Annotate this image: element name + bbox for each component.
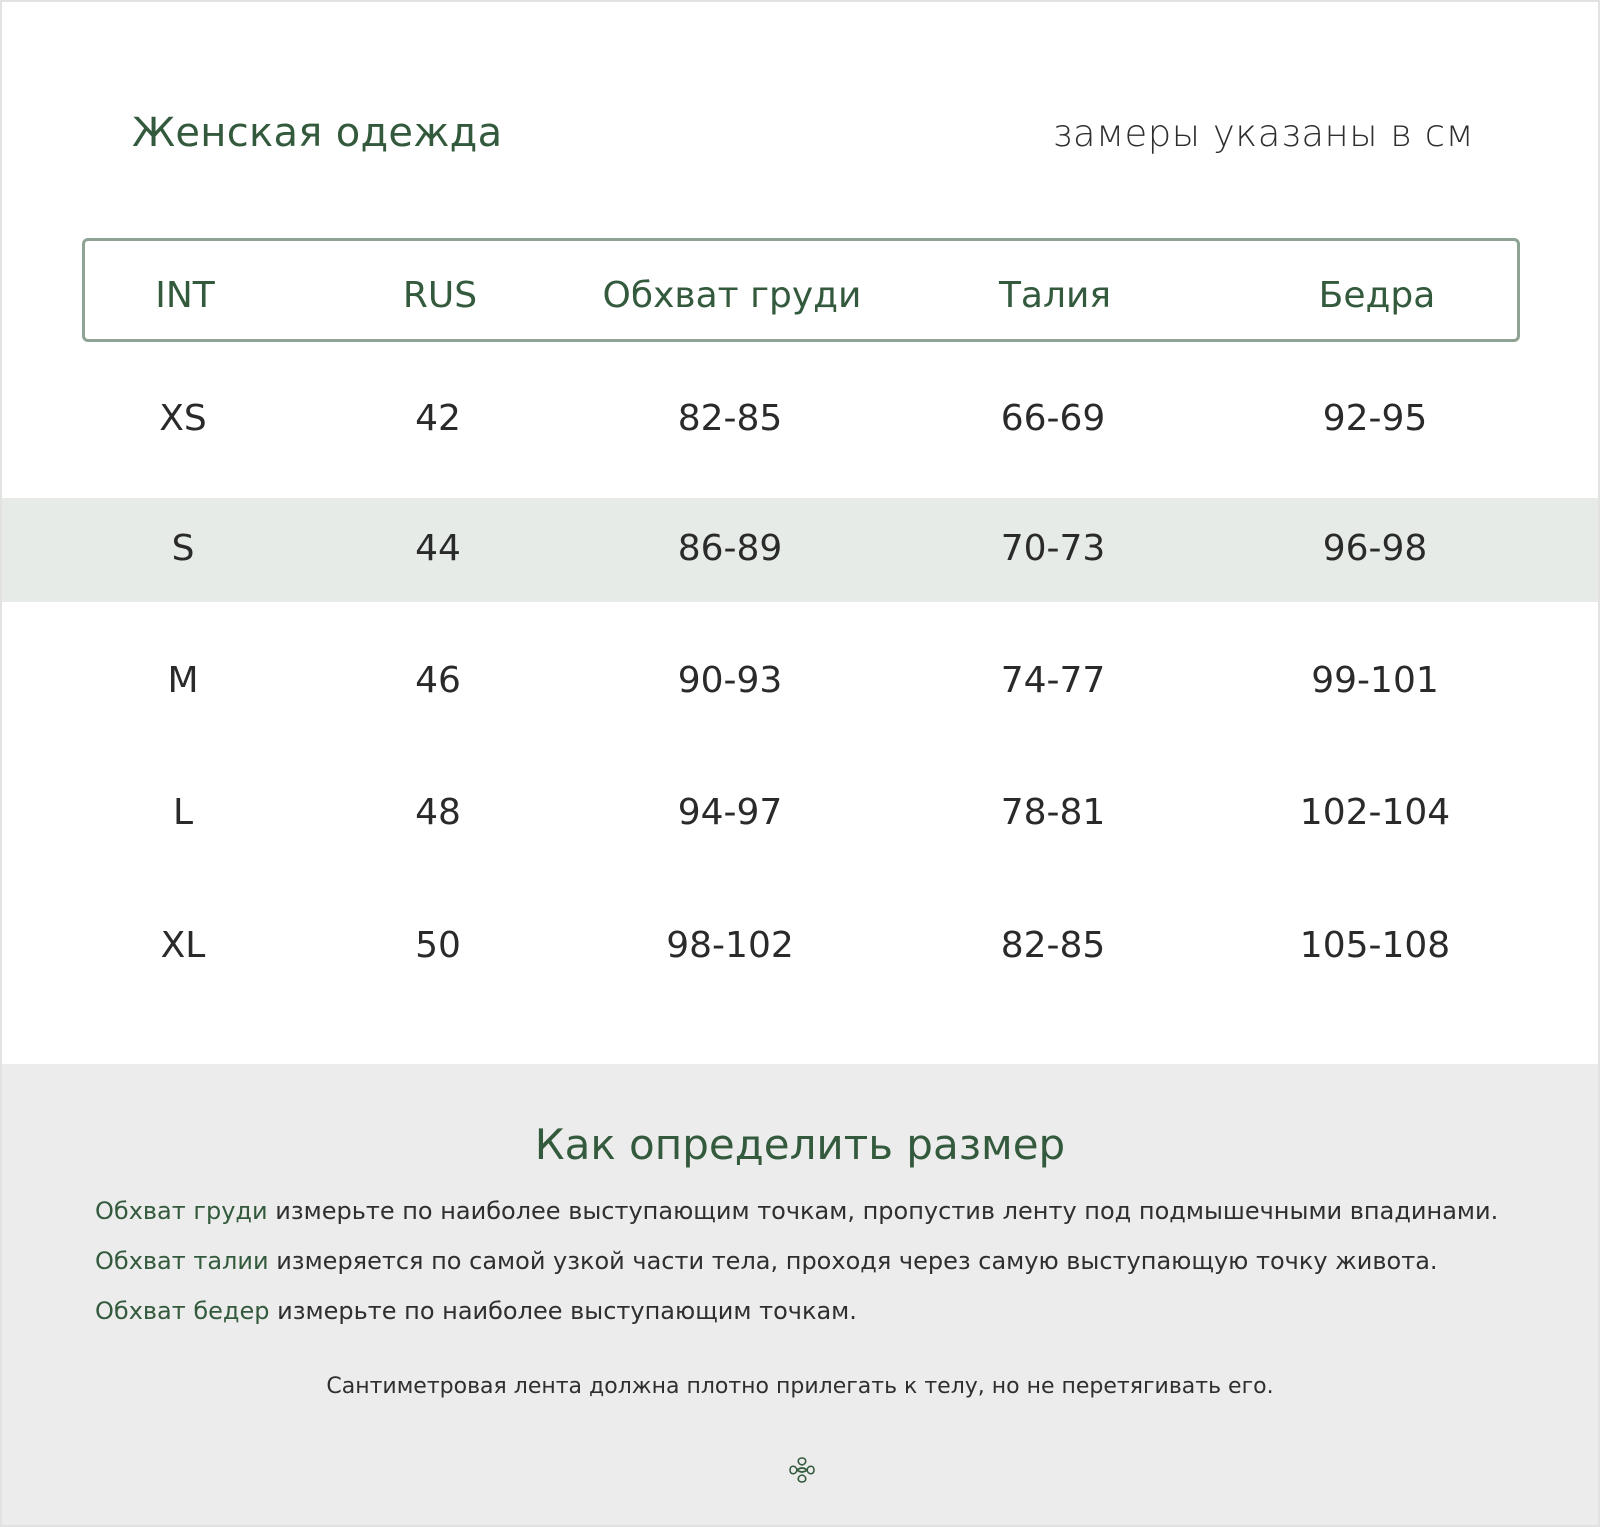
guide-line-chest [95, 1197, 1498, 1225]
cell-rus: 50 [415, 925, 461, 966]
cell-hips: 99-101 [1311, 660, 1439, 701]
cell-chest: 82-85 [677, 398, 783, 439]
units-note: замеры указаны в см [1052, 112, 1474, 155]
cell-chest: 86-89 [677, 528, 783, 569]
guide-line-hips [95, 1297, 857, 1325]
cell-chest: 90-93 [677, 660, 783, 701]
header-rus: RUS [402, 275, 478, 316]
header-chest: Обхват груди [602, 275, 862, 316]
page-title: Женская одежда [132, 110, 503, 156]
guide-term-hips: Обхват бедер [95, 1297, 270, 1325]
table-row [2, 368, 1598, 472]
cell-waist: 82-85 [1000, 925, 1106, 966]
cell-int: L [172, 792, 194, 833]
table-row [2, 762, 1598, 866]
cell-waist: 78-81 [1000, 792, 1106, 833]
cell-hips: 96-98 [1322, 528, 1428, 569]
cell-waist: 74-77 [1000, 660, 1106, 701]
guide-term-chest: Обхват груди [95, 1197, 268, 1225]
cell-rus: 48 [415, 792, 461, 833]
cell-hips: 102-104 [1299, 792, 1451, 833]
cell-int: XS [159, 398, 207, 439]
cell-int: S [171, 528, 195, 569]
cell-int: M [167, 660, 199, 701]
cell-int: XL [160, 925, 206, 966]
guide-text-chest: измерьте по наиболее выступающим точкам, пропустив ленту под подмышечными впадинами. [267, 1197, 1499, 1225]
table-row [2, 895, 1598, 999]
table-row-highlighted [2, 498, 1598, 602]
header-int: INT [155, 275, 215, 316]
brand-logo-icon [786, 1454, 818, 1486]
guide-note: Сантиметровая лента должна плотно прилегать к телу, но не перетягивать его. [326, 1374, 1274, 1399]
cell-rus: 46 [415, 660, 461, 701]
guide-text-hips: измерьте по наиболее выступающим точкам. [269, 1297, 857, 1325]
cell-waist: 66-69 [1000, 398, 1106, 439]
table-row [2, 630, 1598, 734]
cell-rus: 44 [415, 528, 461, 569]
cell-hips: 105-108 [1299, 925, 1451, 966]
header-hips: Бедра [1318, 275, 1436, 316]
cell-rus: 42 [415, 398, 461, 439]
guide-title: Как определить размер [534, 1120, 1066, 1169]
header-waist: Талия [998, 275, 1112, 316]
guide-term-waist: Обхват талии [95, 1247, 269, 1275]
cell-chest: 98-102 [666, 925, 794, 966]
table-header [82, 238, 1520, 342]
guide-text-waist: измеряется по самой узкой части тела, проходя через самую выступающую точку живота. [268, 1247, 1438, 1275]
cell-waist: 70-73 [1000, 528, 1106, 569]
size-guide-panel [2, 1064, 1598, 1525]
cell-chest: 94-97 [677, 792, 783, 833]
guide-line-waist [95, 1247, 1438, 1275]
cell-hips: 92-95 [1322, 398, 1428, 439]
